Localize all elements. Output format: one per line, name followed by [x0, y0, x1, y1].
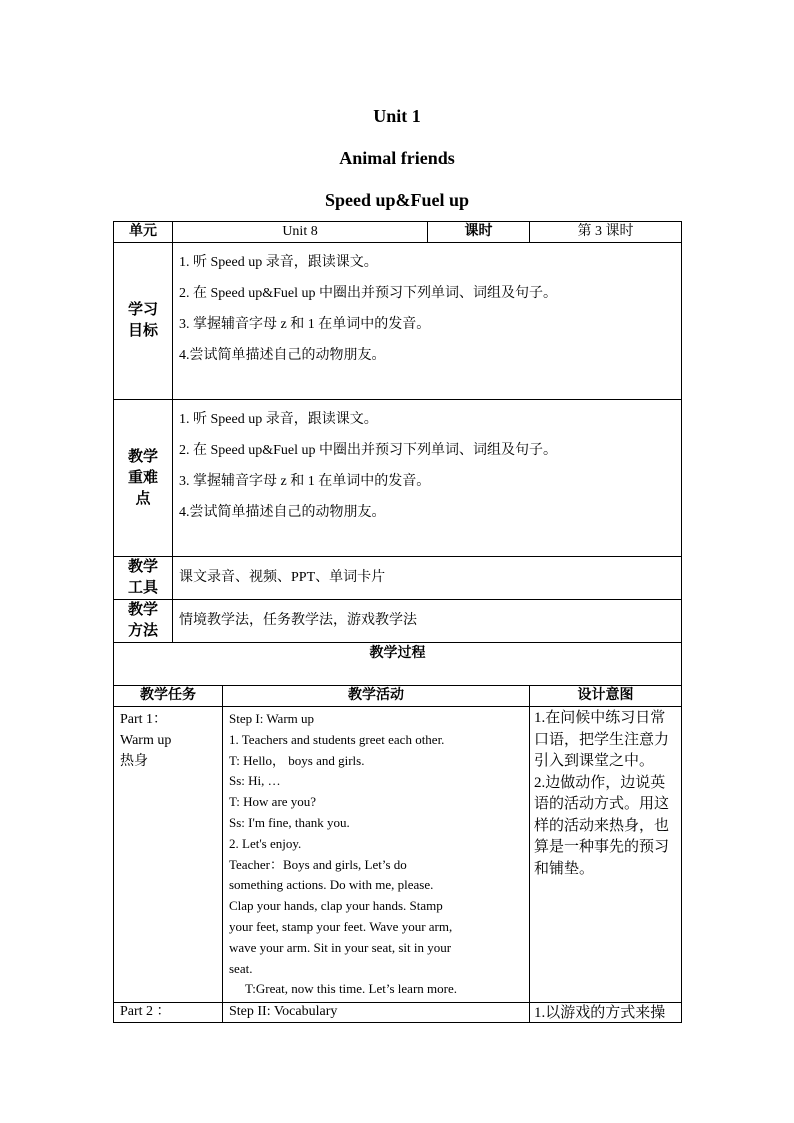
process-title-row	[114, 643, 682, 686]
lesson-plan-table	[113, 221, 682, 1023]
objective-item: 2. 在 Speed up&Fuel up 中圈出并预习下列单词、词组及句子。	[179, 286, 557, 301]
methods-value: 情境教学法，任务教学法，游戏教学法	[173, 600, 682, 643]
methods-label: 教学 方法	[114, 600, 173, 643]
part2-design: 1.以游戏的方式来操	[530, 1003, 682, 1023]
key-point-item: 3. 掌握辅音字母 z 和 1 在单词中的发音。	[179, 474, 431, 489]
lesson-title: Animal friends	[339, 148, 455, 168]
key-point-item: 2. 在 Speed up&Fuel up 中圈出并预习下列单词、词组及句子。	[179, 443, 557, 458]
tools-value: 课文录音、视频、PPT、单词卡片	[173, 557, 682, 600]
design-header: 设计意图	[530, 686, 682, 707]
objectives-content	[173, 243, 682, 400]
task-header: 教学任务	[114, 686, 223, 707]
key-points-label: 教学 重难 点	[114, 400, 173, 557]
part1-row	[114, 707, 682, 1003]
header-row	[114, 222, 682, 243]
objective-item: 3. 掌握辅音字母 z 和 1 在单词中的发音。	[179, 317, 431, 332]
key-points-content	[173, 400, 682, 557]
methods-row	[114, 600, 682, 643]
unit-title: Unit 1	[373, 106, 421, 126]
part2-task: Part 2 ：	[114, 1003, 223, 1023]
objectives-label: 学习 目标	[114, 243, 173, 400]
part2-row	[114, 1003, 682, 1023]
objective-item: 4.尝试简单描述自己的动物朋友。	[179, 348, 386, 363]
part1-activity: Step I: Warm up 1. Teachers and students greet each other. T: Hello， boys and girls. Ss: Hi, … T: How are you? Ss: I'm fine, thank you. 2. Let's enjoy. Teacher：Boys and girls, Let’s do something actions. Do with me, please. Clap your hands, clap your hands. Stamp your feet, stamp your feet. Wave your arm, wave your arm. Sit in your seat, sit in your seat. T:Great, now this time. Let’s learn more.	[223, 707, 530, 1003]
part1-task: Part 1： Warm up 热身	[114, 707, 223, 1003]
objective-item: 1. 听 Speed up 录音，跟读课文。	[179, 255, 378, 270]
part1-design: 1.在问候中练习日常 口语，把学生注意力 引入到课堂之中。 2.边做动作，边说英 语的活动方式。用这 样的活动来热身，也 算是一种事先的预习 和铺垫。	[530, 707, 682, 1003]
tools-row	[114, 557, 682, 600]
key-point-item: 4.尝试简单描述自己的动物朋友。	[179, 505, 386, 520]
process-title: 教学过程	[114, 643, 682, 686]
part2-activity: Step II: Vocabulary	[223, 1003, 530, 1023]
key-points-row	[114, 400, 682, 557]
unit-label: 单元	[114, 222, 173, 243]
period-label: 课时	[428, 222, 530, 243]
section-title: Speed up&Fuel up	[324, 190, 470, 210]
unit-value: Unit 8	[173, 222, 428, 243]
key-point-item: 1. 听 Speed up 录音，跟读课文。	[179, 412, 378, 427]
process-header-row	[114, 686, 682, 707]
period-value: 第 3 课时	[530, 222, 682, 243]
objectives-row	[114, 243, 682, 400]
activity-header: 教学活动	[223, 686, 530, 707]
tools-label: 教学 工具	[114, 557, 173, 600]
